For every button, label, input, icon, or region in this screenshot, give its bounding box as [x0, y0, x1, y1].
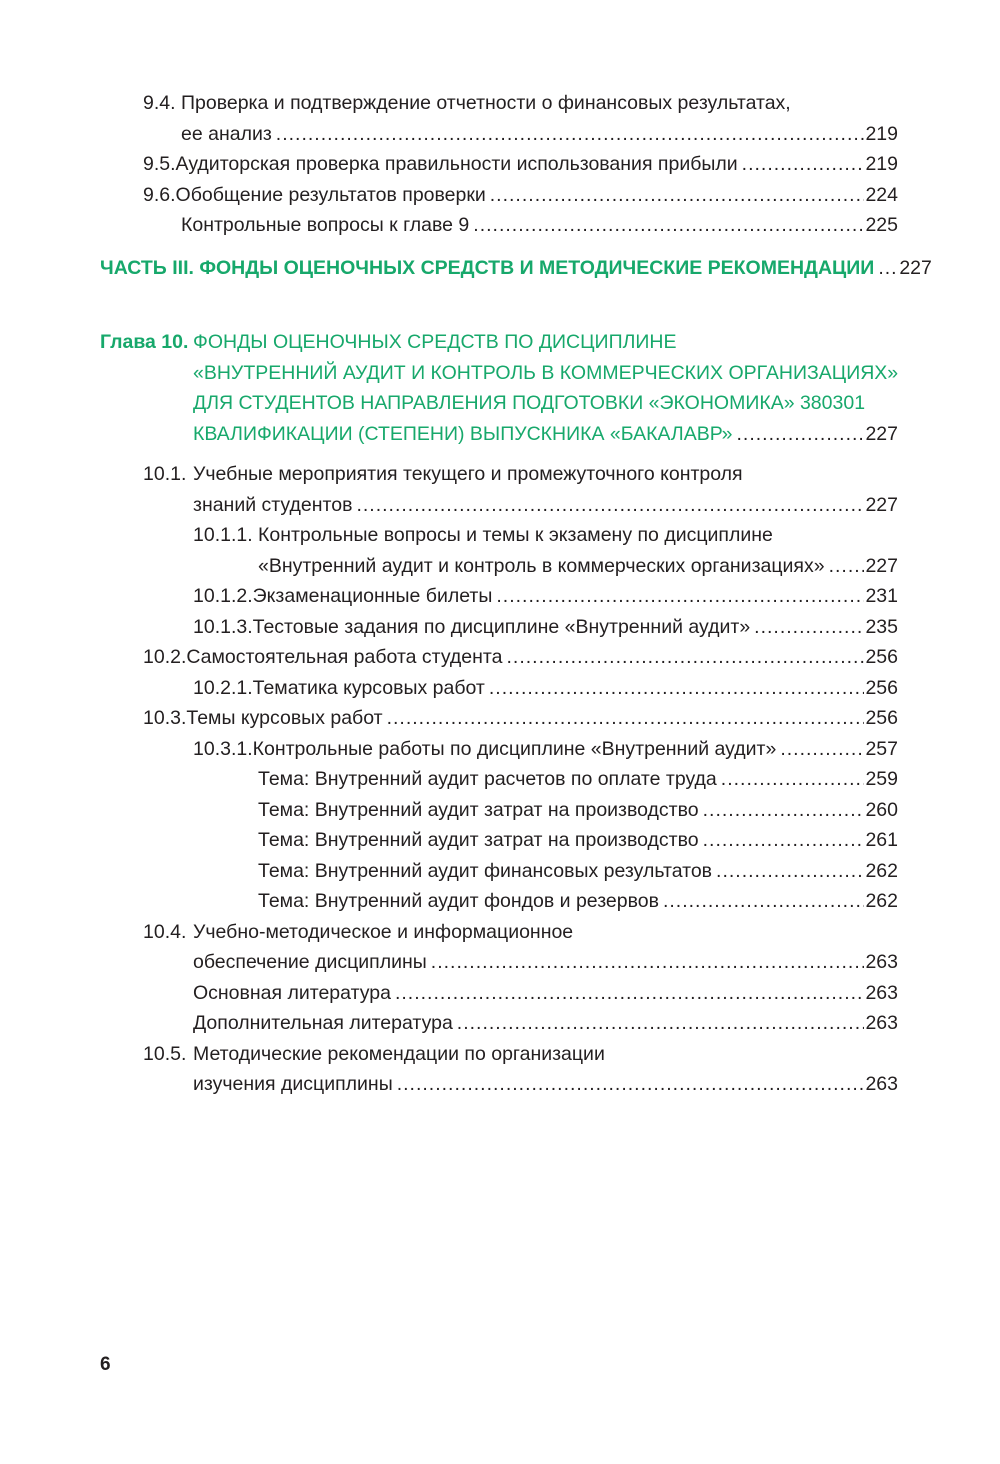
toc-entry-10-3-1[interactable]: [100, 734, 898, 765]
section-title: Учебно-методическое и информационное: [193, 920, 574, 943]
page-number: 263: [865, 1073, 898, 1095]
section-title: Аудиторская проверка правильности использования прибыли: [175, 153, 738, 175]
section-title: Дополнительная литература: [193, 1012, 453, 1034]
section-number: 10.3.: [143, 707, 187, 729]
section-title: Методические рекомендации по организации: [193, 1042, 605, 1065]
dot-leader: [878, 253, 898, 284]
section-number: 10.4.: [143, 920, 187, 943]
dot-leader: [395, 978, 865, 1009]
section-number: 10.1.3.: [193, 615, 253, 638]
page-number: 231: [865, 585, 898, 607]
toc-entry-topic[interactable]: [100, 795, 898, 826]
page-number: 227: [899, 256, 932, 279]
toc-entry-topic[interactable]: [100, 886, 898, 917]
chapter-title: ФОНДЫ ОЦЕНОЧНЫХ СРЕДСТВ ПО ДИСЦИПЛИНЕ: [193, 331, 677, 353]
section-title: Учебные мероприятия текущего и промежуточного контроля: [193, 463, 743, 485]
toc-entry-10-1[interactable]: [100, 459, 898, 520]
page-number: 257: [865, 737, 898, 760]
page-number: 235: [865, 615, 898, 638]
toc-entry-10-2[interactable]: [100, 642, 898, 673]
toc-entry-9-5[interactable]: [100, 149, 898, 180]
section-number: 10.1.1.: [193, 524, 253, 546]
toc-entry-10-1-2[interactable]: [100, 581, 898, 612]
section-number: 10.5.: [143, 1042, 187, 1065]
dot-leader: [276, 119, 865, 150]
page-number: 227: [865, 493, 898, 516]
page-number: 262: [865, 859, 898, 882]
part-title: ЧАСТЬ III. ФОНДЫ ОЦЕНОЧНЫХ СРЕДСТВ И МЕТОДИЧЕСКИЕ РЕКОМЕНДАЦИИ: [100, 256, 875, 279]
toc-entry-topic[interactable]: [100, 825, 898, 856]
dot-leader: [703, 825, 865, 856]
page-number: 256: [865, 707, 898, 729]
toc-entry-chapter-10[interactable]: [100, 327, 898, 449]
section-title: Темы курсовых работ: [186, 707, 383, 729]
toc-entry-10-4[interactable]: [100, 917, 898, 978]
dot-leader: [737, 419, 865, 450]
dot-leader: [397, 1069, 865, 1100]
dot-leader: [506, 642, 864, 673]
topic-title: Тема: Внутренний аудит финансовых результатов: [258, 859, 713, 882]
page-number: 261: [865, 829, 898, 851]
section-number: 9.6.: [143, 183, 176, 206]
section-title-cont: «Внутренний аудит и контроль в коммерческих организациях»: [258, 554, 825, 577]
section-number: 10.2.1.: [193, 676, 253, 699]
section-number: 10.3.1.: [193, 737, 253, 760]
section-title: Контрольные вопросы и темы к экзамену по дисциплине: [258, 524, 773, 546]
dot-leader: [829, 551, 865, 582]
section-number: 9.4.: [143, 92, 176, 114]
section-title: Самостоятельная работа студента: [186, 646, 503, 668]
section-number: 10.1.2.: [193, 585, 253, 607]
page-number: 219: [865, 122, 898, 145]
chapter-number: Глава 10.: [100, 331, 189, 353]
toc-entry-questions-9[interactable]: [100, 210, 898, 241]
page-number: 227: [865, 554, 898, 577]
page-number: 256: [865, 646, 898, 668]
dot-leader: [742, 149, 865, 180]
toc-entry-10-5[interactable]: [100, 1039, 898, 1100]
footer-page-number: 6: [100, 1354, 111, 1375]
dot-leader: [721, 764, 865, 795]
toc-entry-topic[interactable]: [100, 856, 898, 887]
section-title: Основная литература: [193, 981, 391, 1004]
section-title: Экзаменационные билеты: [252, 585, 493, 607]
dot-leader: [387, 703, 865, 734]
section-title-cont: обеспечение дисциплины: [193, 951, 427, 973]
page-number: 260: [865, 798, 898, 821]
dot-leader: [754, 612, 864, 643]
toc-entry-10-1-1[interactable]: [100, 520, 898, 581]
section-title: Тестовые задания по дисциплине «Внутренний аудит»: [252, 615, 751, 638]
toc-entry-additional-literature[interactable]: [100, 1008, 898, 1039]
topic-title: Тема: Внутренний аудит фондов и резервов: [258, 890, 659, 912]
section-title-cont: изучения дисциплины: [193, 1073, 393, 1095]
page-number: 262: [865, 890, 898, 912]
dot-leader: [716, 856, 864, 887]
page-number: 219: [865, 153, 898, 175]
dot-leader: [780, 734, 864, 765]
toc-entry-9-4[interactable]: [100, 88, 898, 149]
chapter-title-cont: ДЛЯ СТУДЕНТОВ НАПРАВЛЕНИЯ ПОДГОТОВКИ «ЭКОНОМИКА» 380301: [193, 392, 866, 414]
section-title-cont: знаний студентов: [193, 493, 353, 516]
dot-leader: [473, 210, 864, 241]
toc-entry-10-2-1[interactable]: [100, 673, 898, 704]
chapter-title-cont: КВАЛИФИКАЦИИ (СТЕПЕНИ) ВЫПУСКНИКА «БАКАЛАВР»: [193, 422, 733, 445]
section-title: Тематика курсовых работ: [252, 676, 485, 699]
section-title: Обобщение результатов проверки: [175, 183, 486, 206]
section-number: 10.2.: [143, 646, 187, 668]
section-number: 9.5.: [143, 153, 176, 175]
page-number: 263: [865, 1012, 898, 1034]
page-number: 259: [865, 768, 898, 790]
section-title: Проверка и подтверждение отчетности о финансовых результатах,: [181, 92, 791, 114]
topic-title: Тема: Внутренний аудит затрат на производство: [258, 829, 699, 851]
topic-title: Тема: Внутренний аудит расчетов по оплате труда: [258, 768, 717, 790]
table-of-contents: [100, 88, 932, 1100]
page-number: 227: [865, 422, 898, 445]
toc-entry-part-3[interactable]: [100, 253, 932, 284]
section-title-cont: ее анализ: [181, 122, 272, 145]
dot-leader: [496, 581, 864, 612]
section-title: Контрольные работы по дисциплине «Внутренний аудит»: [252, 737, 777, 760]
chapter-title-cont: «ВНУТРЕННИЙ АУДИТ И КОНТРОЛЬ В КОММЕРЧЕСКИХ ОРГАНИЗАЦИЯХ»: [193, 361, 899, 384]
dot-leader: [457, 1008, 865, 1039]
dot-leader: [703, 795, 865, 826]
section-number: 10.1.: [143, 463, 187, 485]
page-number: 263: [865, 951, 898, 973]
toc-entry-10-3[interactable]: [100, 703, 898, 734]
dot-leader: [431, 947, 865, 978]
section-title: Контрольные вопросы к главе 9: [181, 214, 470, 236]
page-number: 224: [865, 183, 898, 206]
toc-entry-topic[interactable]: [100, 764, 898, 795]
page-number: 256: [865, 676, 898, 699]
dot-leader: [663, 886, 864, 917]
dot-leader: [490, 180, 865, 211]
dot-leader: [489, 673, 865, 704]
toc-entry-10-1-3[interactable]: [100, 612, 898, 643]
topic-title: Тема: Внутренний аудит затрат на производство: [258, 798, 699, 821]
page-number: 263: [865, 981, 898, 1004]
dot-leader: [356, 490, 864, 521]
toc-entry-main-literature[interactable]: [100, 978, 898, 1009]
page-number: 225: [865, 214, 898, 236]
toc-entry-9-6[interactable]: [100, 180, 898, 211]
